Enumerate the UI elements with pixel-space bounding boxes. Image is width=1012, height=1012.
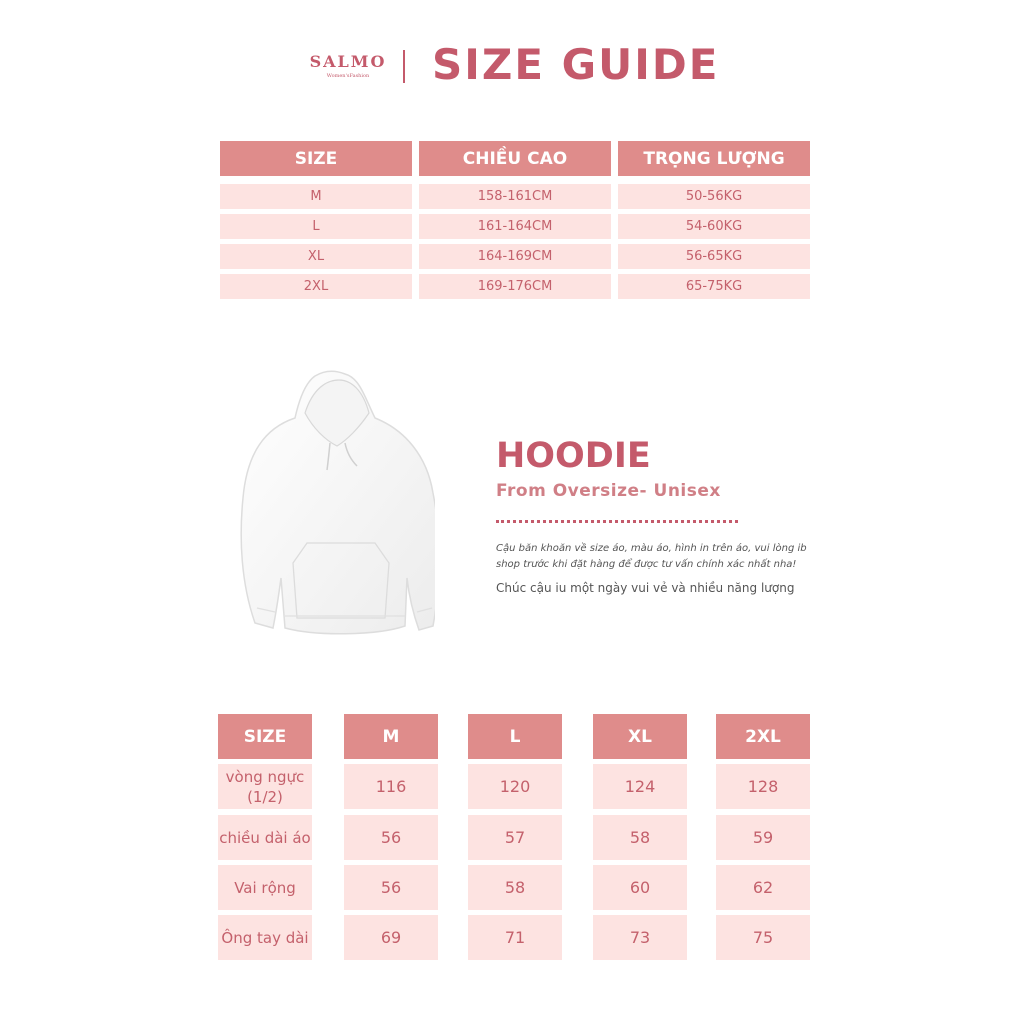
measure-row-label <box>218 764 312 809</box>
product-subtitle: From Oversize- Unisex <box>496 481 721 501</box>
measure-cell: 57 <box>468 815 562 860</box>
dotted-divider <box>496 520 738 523</box>
measure-label-line2: (1/2) <box>247 787 283 806</box>
size-table-header-weight: TRỌNG LƯỢNG <box>618 141 810 176</box>
hoodie-image <box>235 368 435 653</box>
measure-cell: 120 <box>468 764 562 809</box>
size-table-cell: 161-164CM <box>419 214 611 239</box>
measure-header-m: M <box>344 714 438 759</box>
measure-cell: 124 <box>593 764 687 809</box>
brand-name: SALMO <box>309 52 387 71</box>
measure-header-2xl: 2XL <box>716 714 810 759</box>
product-note-line3: Chúc cậu iu một ngày vui vẻ và nhiều năng lượng <box>496 581 795 595</box>
size-table-cell: 56-65KG <box>618 244 810 269</box>
measure-cell: 128 <box>716 764 810 809</box>
measure-row-label: chiều dài áo <box>218 815 312 860</box>
measure-label-line1: vòng ngực <box>225 767 305 786</box>
measure-cell: 56 <box>344 865 438 910</box>
size-table-header-height: CHIỀU CAO <box>419 141 611 176</box>
size-table-cell: XL <box>220 244 412 269</box>
brand-tagline: Women'sFashion <box>326 73 370 79</box>
size-table-cell: 50-56KG <box>618 184 810 209</box>
measure-row-label: Vai rộng <box>218 865 312 910</box>
measure-header-xl: XL <box>593 714 687 759</box>
size-table-cell: L <box>220 214 412 239</box>
measure-cell: 56 <box>344 815 438 860</box>
product-note-line1: Cậu băn khoăn về size áo, màu áo, hình in trên áo, vui lòng ib <box>496 543 807 554</box>
measure-cell: 59 <box>716 815 810 860</box>
size-table-cell: 2XL <box>220 274 412 299</box>
measure-cell: 71 <box>468 915 562 960</box>
title-divider <box>403 50 405 83</box>
measure-cell: 58 <box>593 815 687 860</box>
product-note-line2: shop trước khi đặt hàng để được tư vấn chính xác nhất nha! <box>496 559 797 570</box>
size-table-cell: 65-75KG <box>618 274 810 299</box>
measure-row-label: Ông tay dài <box>218 915 312 960</box>
measure-header-l: L <box>468 714 562 759</box>
measure-cell: 75 <box>716 915 810 960</box>
brand-logo <box>308 52 388 79</box>
size-table-cell: 158-161CM <box>419 184 611 209</box>
size-table-cell: 54-60KG <box>618 214 810 239</box>
measure-cell: 73 <box>593 915 687 960</box>
page-title: SIZE GUIDE <box>432 40 720 89</box>
measure-header-size: SIZE <box>218 714 312 759</box>
size-table-cell: M <box>220 184 412 209</box>
product-name: HOODIE <box>496 436 651 476</box>
size-table-cell: 169-176CM <box>419 274 611 299</box>
measure-cell: 69 <box>344 915 438 960</box>
measure-cell: 60 <box>593 865 687 910</box>
measure-cell: 116 <box>344 764 438 809</box>
size-table-header-size: SIZE <box>220 141 412 176</box>
size-table-cell: 164-169CM <box>419 244 611 269</box>
measure-cell: 62 <box>716 865 810 910</box>
measure-cell: 58 <box>468 865 562 910</box>
